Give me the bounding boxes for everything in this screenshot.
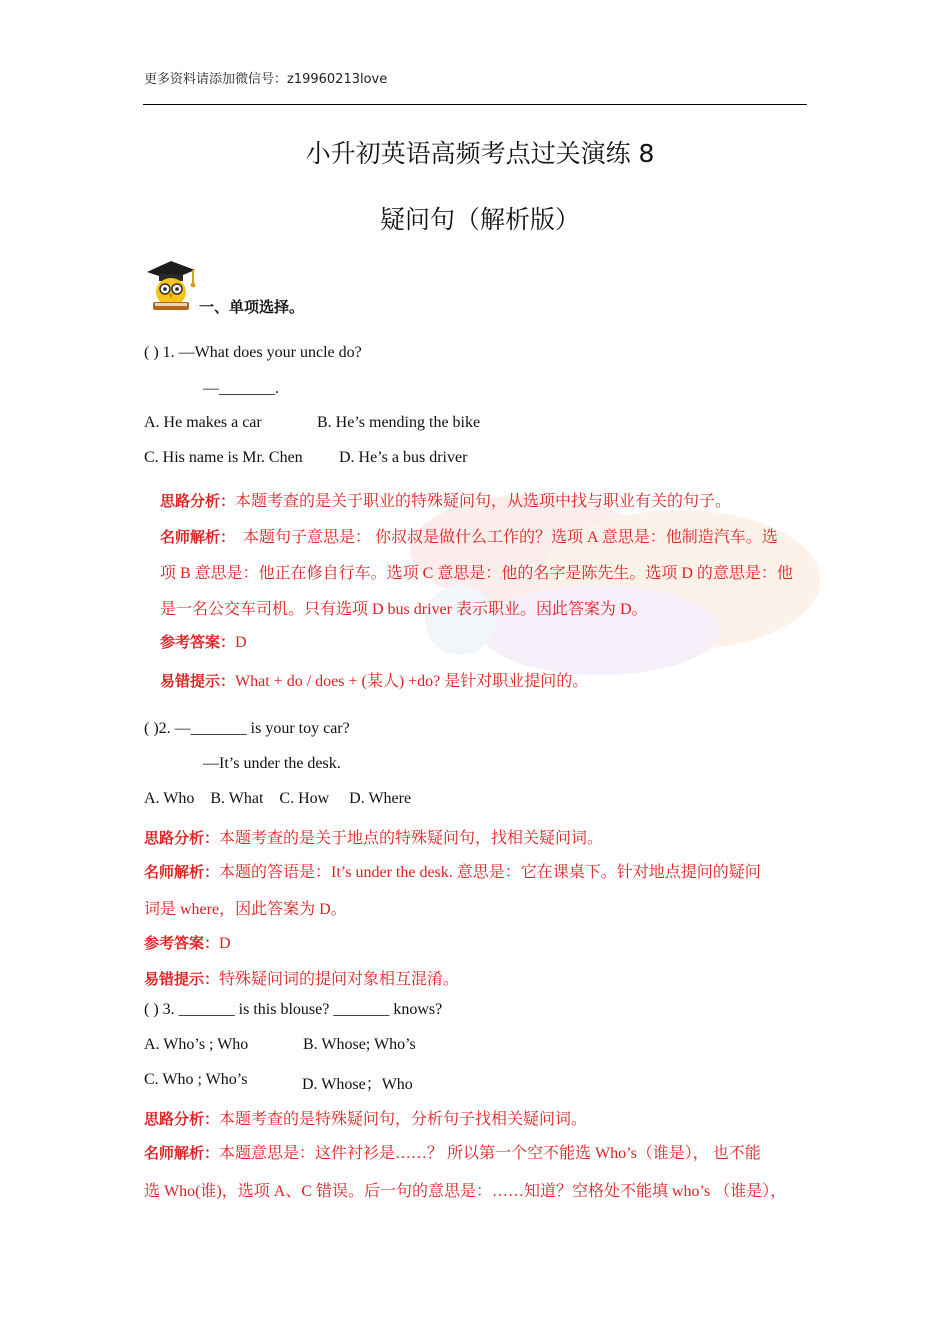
q1-teacher-line2: 项 B 意思是：他正在修自行车。选项 C 意思是：他的名字是陈先生。选项 D 的意思是：他	[160, 565, 793, 582]
q1-analysis-label: 思路分析：	[160, 492, 236, 510]
q2-tip-text: 特殊疑问词的提问对象相互混淆。	[219, 971, 460, 988]
q1-stem: ( ) 1. —What does your uncle do?	[144, 344, 362, 361]
q3-analysis-label: 思路分析：	[144, 1110, 220, 1128]
q2-answer-text: D	[219, 935, 231, 952]
q1-teacher-label: 名师解析：	[160, 528, 236, 546]
q3-analysis-text: 本题考查的是特殊疑问句，分析句子找相关疑问词。	[219, 1111, 588, 1128]
q1-teacher-line1	[160, 524, 778, 547]
q2-analysis-label: 思路分析：	[144, 829, 220, 847]
q1-analysis-text: 本题考查的是关于职业的特殊疑问句，从选项中找与职业有关的句子。	[235, 493, 732, 510]
q1-answer	[160, 631, 247, 652]
q3-teacher-text1: 本题意思是：这件衬衫是……？ 所以第一个空不能选 Who’s（谁是）， 也不能	[219, 1145, 761, 1162]
q3-option-a: A. Who’s ; Who	[144, 1036, 249, 1053]
q2-tip	[144, 966, 459, 989]
q2-analysis	[144, 825, 603, 848]
q1-answer-text: D	[235, 634, 247, 651]
q1-analysis	[160, 488, 731, 511]
q3-option-b: B. Whose; Who’s	[303, 1036, 416, 1053]
q3-option-c: C. Who ; Who’s	[144, 1071, 248, 1088]
q2-answer	[144, 932, 231, 953]
q2-reply: —It’s under the desk.	[203, 755, 341, 772]
q2-teacher-line2: 词是 where，因此答案为 D。	[144, 901, 347, 918]
q2-teacher-label: 名师解析：	[144, 863, 220, 881]
q2-teacher-text1: 本题的答语是：It’s under the desk. 意思是：它在课桌下。针对地点提问的疑问	[219, 864, 761, 881]
owl-graduate-icon	[141, 256, 199, 314]
q1-option-a: A. He makes a car	[144, 414, 262, 431]
q1-option-c: C. His name is Mr. Chen	[144, 449, 303, 466]
q1-teacher-line3: 是一名公交车司机。只有选项 D bus driver 表示职业。因此答案为 D。	[160, 601, 648, 618]
header-note: 更多资料请添加微信号：z19960213love	[144, 72, 388, 87]
q3-stem: ( ) 3. _______ is this blouse? _______ knows?	[144, 1001, 443, 1018]
q3-option-d: D. Whose；Who	[302, 1076, 413, 1093]
q1-tip-label: 易错提示：	[160, 672, 236, 690]
q2-answer-label: 参考答案：	[144, 934, 220, 952]
q2-analysis-text: 本题考查的是关于地点的特殊疑问句，找相关疑问词。	[219, 830, 604, 847]
q1-reply: —_______.	[203, 380, 279, 397]
q2-stem: ( )2. —_______ is your toy car?	[144, 720, 350, 737]
q2-teacher-line1	[144, 859, 761, 882]
q1-option-d: D. He’s a bus driver	[339, 449, 468, 466]
section-heading: 一、单项选择。	[199, 298, 305, 316]
page-subtitle: 疑问句（解析版）	[379, 205, 580, 234]
q3-analysis	[144, 1106, 587, 1129]
q1-option-b: B. He’s mending the bike	[317, 414, 481, 431]
q2-options: A. Who B. What C. How D. Where	[144, 790, 412, 807]
q1-teacher-text1: 本题句子意思是： 你叔叔是做什么工作的？选项 A 意思是：他制造汽车。选	[243, 529, 778, 546]
header-divider	[143, 104, 807, 105]
q1-tip	[160, 668, 588, 691]
q1-answer-label: 参考答案：	[160, 633, 236, 651]
q1-tip-text: What + do / does + (某人) +do? 是针对职业提问的。	[235, 673, 589, 690]
q3-teacher-label: 名师解析：	[144, 1144, 220, 1162]
q2-tip-label: 易错提示：	[144, 970, 220, 988]
q3-teacher-line2: 选 Who(谁)，选项 A、C 错误。后一句的意思是：……知道？空格处不能填 who’s （谁是），	[144, 1183, 787, 1200]
page-title: 小升初英语高频考点过关演练 8	[305, 139, 655, 168]
q3-teacher-line1	[144, 1140, 761, 1163]
